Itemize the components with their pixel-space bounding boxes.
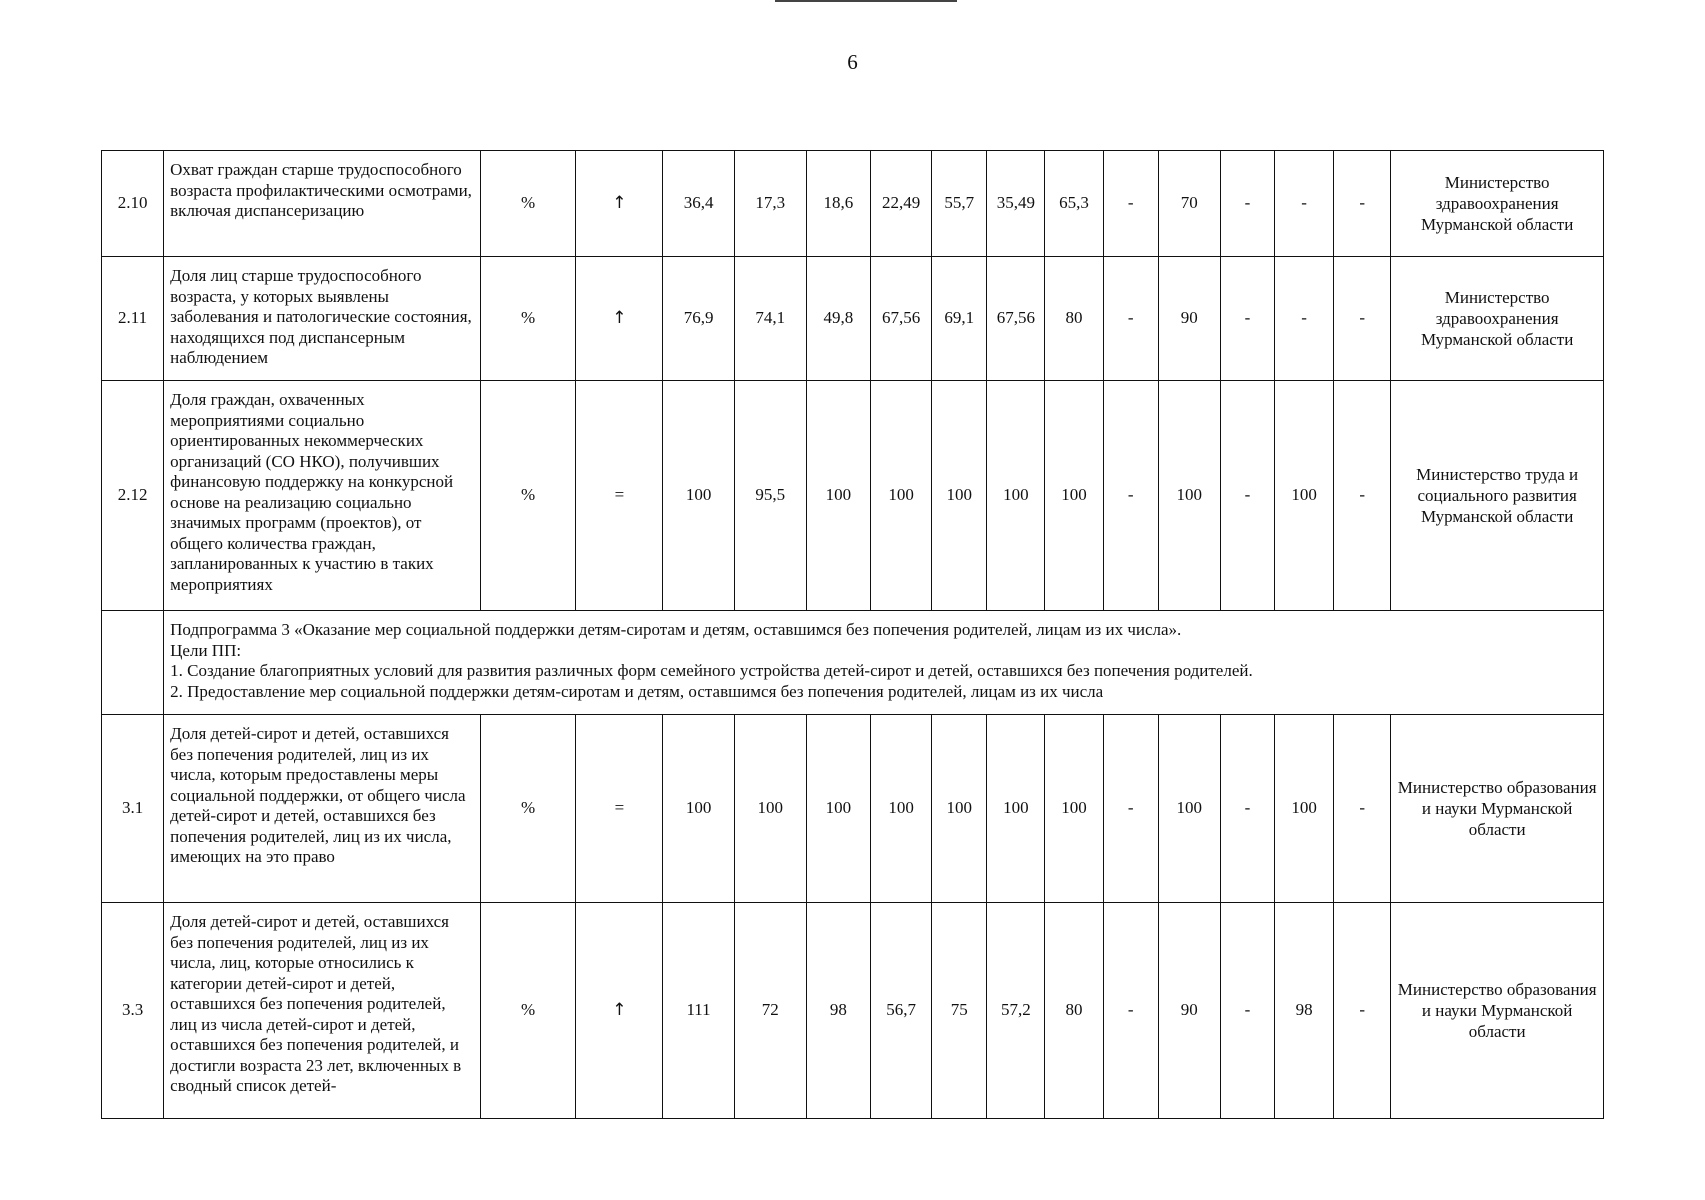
value-cell: 55,7 (932, 151, 987, 257)
value-cell: 98 (1275, 903, 1334, 1119)
row-number: 2.11 (102, 257, 164, 381)
value-cell: 80 (1045, 903, 1103, 1119)
subprogram-title: Подпрограмма 3 «Оказание мер социальной поддержки детям-сиротам и детям, оставшимся без попечения родителей, лицам из их числа». (170, 620, 1182, 639)
value-cell: 75 (932, 903, 987, 1119)
responsible-body: Министерство здравоохранения Мурманской области (1391, 257, 1604, 381)
indicator-table (101, 150, 1604, 1119)
subprogram-goal-1: 1. Создание благоприятных условий для развития различных форм семейного устройства детей-сирот и детей, оставшихся без попечения родителей. (170, 661, 1253, 680)
table-row (102, 903, 1604, 1119)
indicator-description: Доля граждан, охваченных мероприятиями социально ориентированных некоммерческих организаций (СО НКО), получивших финансовую поддержку на конкурсной основе на реализацию социально значимых программ (проектов), от общего количества граждан, запланированных к участию в таких мероприятиях (164, 381, 481, 611)
value-cell: 100 (871, 381, 932, 611)
unit-cell: % (481, 257, 576, 381)
value-cell: - (1103, 903, 1158, 1119)
value-cell: 18,6 (806, 151, 870, 257)
value-cell: - (1334, 381, 1391, 611)
value-cell: - (1103, 151, 1158, 257)
indicator-description: Доля детей-сирот и детей, оставшихся без попечения родителей, лиц из их числа, лиц, которые относились к категории детей-сирот и детей, оставшихся без попечения родителей, лиц из числа детей-сирот и детей, оставшихся без попечения родителей, и достигли возраста 23 лет, включенных в сводный список детей- (164, 903, 481, 1119)
value-cell: 65,3 (1045, 151, 1103, 257)
value-cell: 69,1 (932, 257, 987, 381)
top-rule (775, 0, 957, 2)
value-cell: - (1220, 257, 1274, 381)
value-cell: 74,1 (734, 257, 806, 381)
value-cell: 100 (932, 715, 987, 903)
value-cell: 22,49 (871, 151, 932, 257)
value-cell: - (1334, 151, 1391, 257)
value-cell: 100 (932, 381, 987, 611)
value-cell: - (1220, 903, 1274, 1119)
value-cell: 70 (1158, 151, 1220, 257)
value-cell: 100 (1045, 715, 1103, 903)
row-number: 3.1 (102, 715, 164, 903)
value-cell: 100 (1158, 715, 1220, 903)
subprogram-block (102, 611, 1604, 715)
rows-group-b (102, 715, 1604, 1119)
value-cell: 72 (734, 903, 806, 1119)
value-cell: - (1103, 715, 1158, 903)
rows-group-a (102, 151, 1604, 611)
value-cell: 111 (663, 903, 734, 1119)
trend-equal-icon: = (576, 381, 663, 611)
trend-up-arrow-icon: ↑ (576, 903, 663, 1119)
value-cell: 57,2 (987, 903, 1045, 1119)
value-cell: 67,56 (871, 257, 932, 381)
responsible-body: Министерство образования и науки Мурманской области (1391, 715, 1604, 903)
row-number: 3.3 (102, 903, 164, 1119)
subprogram-cell (164, 611, 1604, 715)
responsible-body: Министерство труда и социального развития Мурманской области (1391, 381, 1604, 611)
subprogram-num-cell (102, 611, 164, 715)
value-cell: 100 (1045, 381, 1103, 611)
value-cell: 76,9 (663, 257, 734, 381)
unit-cell: % (481, 903, 576, 1119)
value-cell: 100 (663, 715, 734, 903)
value-cell: 80 (1045, 257, 1103, 381)
row-number: 2.12 (102, 381, 164, 611)
trend-up-arrow-icon: ↑ (576, 257, 663, 381)
value-cell: 98 (806, 903, 870, 1119)
responsible-body: Министерство образования и науки Мурманской области (1391, 903, 1604, 1119)
value-cell: 100 (806, 381, 870, 611)
page-number: 6 (847, 50, 858, 74)
value-cell: 90 (1158, 257, 1220, 381)
subprogram-row (102, 611, 1604, 715)
value-cell: 100 (734, 715, 806, 903)
value-cell: 35,49 (987, 151, 1045, 257)
indicator-description: Доля лиц старше трудоспособного возраста, у которых выявлены заболевания и патологические состояния, находящихся под диспансерным наблюдением (164, 257, 481, 381)
value-cell: 67,56 (987, 257, 1045, 381)
value-cell: 100 (663, 381, 734, 611)
trend-equal-icon: = (576, 715, 663, 903)
value-cell: - (1220, 151, 1274, 257)
value-cell: 100 (1275, 715, 1334, 903)
table-row (102, 257, 1604, 381)
value-cell: - (1220, 381, 1274, 611)
value-cell: 49,8 (806, 257, 870, 381)
value-cell: 56,7 (871, 903, 932, 1119)
value-cell: 100 (987, 381, 1045, 611)
indicator-description: Доля детей-сирот и детей, оставшихся без попечения родителей, лиц из их числа, которым предоставлены меры социальной поддержки, от общего числа детей-сирот и детей, оставшихся без попечения родителей, лиц из их числа, имеющих на это право (164, 715, 481, 903)
subprogram-goal-2: 2. Предоставление мер социальной поддержки детям-сиротам и детям, оставшимся без попечения родителей, лицам из их числа (170, 681, 1104, 701)
value-cell: - (1220, 715, 1274, 903)
table-row (102, 381, 1604, 611)
row-number: 2.10 (102, 151, 164, 257)
value-cell: - (1275, 151, 1334, 257)
value-cell: - (1334, 715, 1391, 903)
value-cell: - (1103, 257, 1158, 381)
value-cell: 100 (1158, 381, 1220, 611)
value-cell: - (1103, 381, 1158, 611)
subprogram-goals-label: Цели ПП: (170, 640, 242, 660)
value-cell: 36,4 (663, 151, 734, 257)
indicator-description: Охват граждан старше трудоспособного возраста профилактическими осмотрами, включая диспансеризацию (164, 151, 481, 257)
value-cell: 100 (871, 715, 932, 903)
value-cell: 100 (1275, 381, 1334, 611)
value-cell: 95,5 (734, 381, 806, 611)
table-row (102, 151, 1604, 257)
table-row (102, 715, 1604, 903)
value-cell: - (1334, 257, 1391, 381)
unit-cell: % (481, 715, 576, 903)
value-cell: 100 (806, 715, 870, 903)
unit-cell: % (481, 381, 576, 611)
trend-up-arrow-icon: ↑ (576, 151, 663, 257)
unit-cell: % (481, 151, 576, 257)
value-cell: 90 (1158, 903, 1220, 1119)
value-cell: 100 (987, 715, 1045, 903)
value-cell: - (1334, 903, 1391, 1119)
value-cell: 17,3 (734, 151, 806, 257)
value-cell: - (1275, 257, 1334, 381)
responsible-body: Министерство здравоохранения Мурманской области (1391, 151, 1604, 257)
